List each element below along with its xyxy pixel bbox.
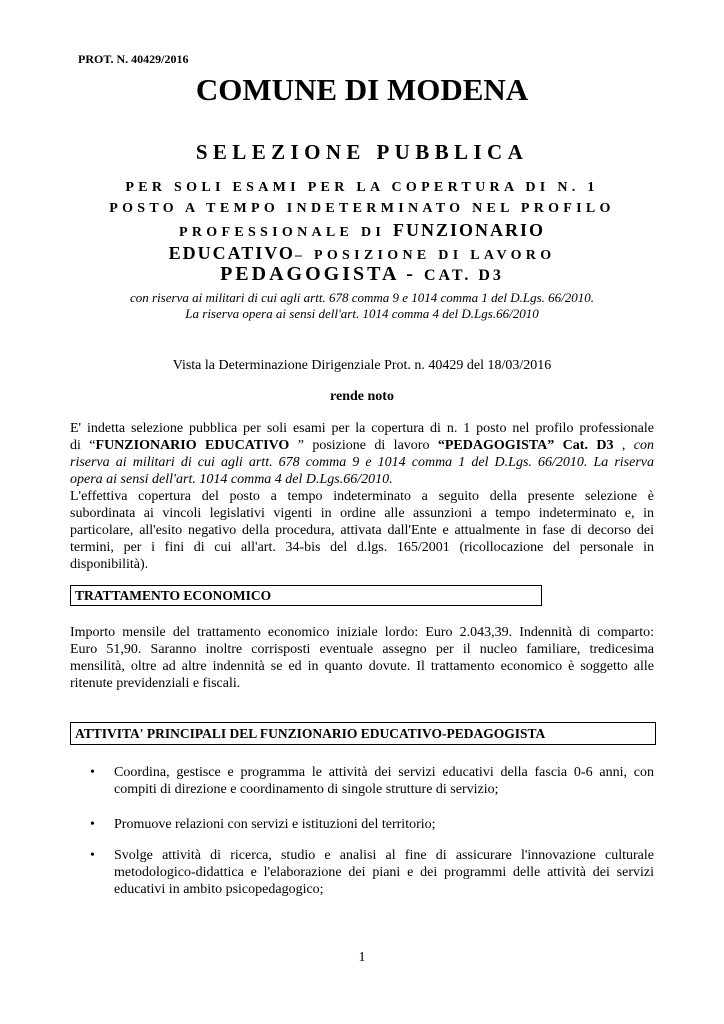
bullet-3: • [90, 848, 95, 863]
riserva-line-2: La riserva opera ai sensi dell'art. 1014 comma 4 del D.Lgs.66/2010 [185, 306, 539, 321]
subtitle-line-3 [0, 220, 724, 241]
intro-line-2-b: FUNZIONARIO EDUCATIVO [95, 438, 290, 453]
trattamento-line-4: ritenute previdenziali e fiscali. [70, 676, 241, 691]
intro-line-2 [70, 437, 654, 454]
page-number: 1 [358, 950, 366, 965]
trattamento-heading: TRATTAMENTO ECONOMICO [70, 585, 542, 606]
attivita-item-3-line-3: educativi in ambito psicopedagogico; [114, 882, 324, 897]
intro-line-2-a: di “ [70, 438, 96, 453]
protocol-number: PROT. N. 40429/2016 [78, 52, 189, 66]
trattamento-line-3: mensilità, oltre ad altre indennità se ed in quanto dovute. Il trattamento economico è soggetto alle [70, 659, 654, 674]
subtitle-line-2: POSTO A TEMPO INDETERMINATO NEL PROFILO [109, 201, 615, 216]
subtitle-line-4-a: EDUCATIVO [168, 243, 295, 263]
intro-line-1: E' indetta selezione pubblica per soli esami per la copertura di n. 1 posto nel profilo professionale [70, 421, 654, 436]
intro-line-7: particolare, all'esito negativo della procedura, attivata dall'Ente e attualmente in fase di decorso dei [70, 523, 654, 538]
selection-heading: SELEZIONE PUBBLICA [195, 140, 529, 164]
attivita-item-1-line-2: compiti di direzione e coordinamento di singole strutture di servizio; [114, 782, 499, 797]
vista-determinazione: Vista la Determinazione Dirigenziale Prot. n. 40429 del 18/03/2016 [172, 358, 552, 373]
intro-line-6: subordinata ai vincoli legislativi vigenti in ordine alle assunzioni a tempo indeterminato e, in [70, 506, 654, 521]
subtitle-line-3-a: PROFESSIONALE DI [179, 225, 393, 240]
rende-noto: rende noto [330, 389, 394, 404]
intro-line-9: disponibilità). [70, 557, 149, 572]
attivita-item-3-line-2: metodologico-didattica e l'elaborazione dei piani e dei programmi delle attività dei servizi [114, 865, 654, 880]
trattamento-line-1: Importo mensile del trattamento economico iniziale lordo: Euro 2.043,39. Indennità di comparto: [70, 625, 654, 640]
subtitle-line-4-b: – POSIZIONE DI LAVORO [294, 248, 556, 263]
attivita-item-2-line-1: Promuove relazioni con servizi e istituzioni del territorio; [114, 817, 436, 832]
intro-line-2-c: ” posizione di lavoro [289, 438, 438, 453]
trattamento-line-2: Euro 51,90. Saranno inoltre corrisposti eventuale assegno per il nucleo familiare, tredicesima [70, 642, 654, 657]
riserva-line-1: con riserva ai militari di cui agli artt. 678 comma 9 e 1014 comma 1 del D.Lgs. 66/2010. [129, 290, 594, 305]
subtitle-line-5-a: PEDAGOGISTA - [220, 263, 424, 285]
subtitle-line-4 [0, 243, 724, 264]
subtitle-line-5-b: CAT. D3 [423, 267, 504, 284]
intro-line-4: opera ai sensi dell'art. 1014 comma 4 del D.Lgs.66/2010. [70, 472, 393, 487]
attivita-item-1-line-1: Coordina, gestisce e programma le attività dei servizi educativi della fascia 0-6 anni, con [114, 765, 654, 780]
intro-line-5: L'effettiva copertura del posto a tempo indeterminato a seguito della presente selezione è [70, 489, 654, 504]
intro-line-3: riserva ai militari di cui agli artt. 678 comma 9 e 1014 comma 1 del D.Lgs. 66/2010. La riserva [70, 455, 654, 470]
intro-line-8: termini, per i fini di cui all'art. 34-bis del d.lgs. 165/2001 (ricollocazione del personale in [70, 540, 654, 555]
intro-line-2-f: con [633, 438, 655, 453]
intro-line-2-d: “PEDAGOGISTA” Cat. D3 [437, 438, 614, 453]
document-title: COMUNE DI MODENA [195, 72, 529, 107]
bullet-1: • [90, 765, 95, 780]
intro-line-2-e: , [613, 438, 634, 453]
attivita-item-3-line-1: Svolge attività di ricerca, studio e analisi al fine di assicurare l'innovazione culturale [114, 848, 654, 863]
attivita-heading: ATTIVITA' PRINCIPALI DEL FUNZIONARIO EDUCATIVO-PEDAGOGISTA [70, 722, 656, 745]
bullet-2: • [90, 817, 95, 832]
subtitle-line-1: PER SOLI ESAMI PER LA COPERTURA DI N. 1 [125, 180, 599, 195]
subtitle-line-5 [0, 263, 724, 286]
subtitle-line-3-b: FUNZIONARIO [392, 220, 545, 240]
